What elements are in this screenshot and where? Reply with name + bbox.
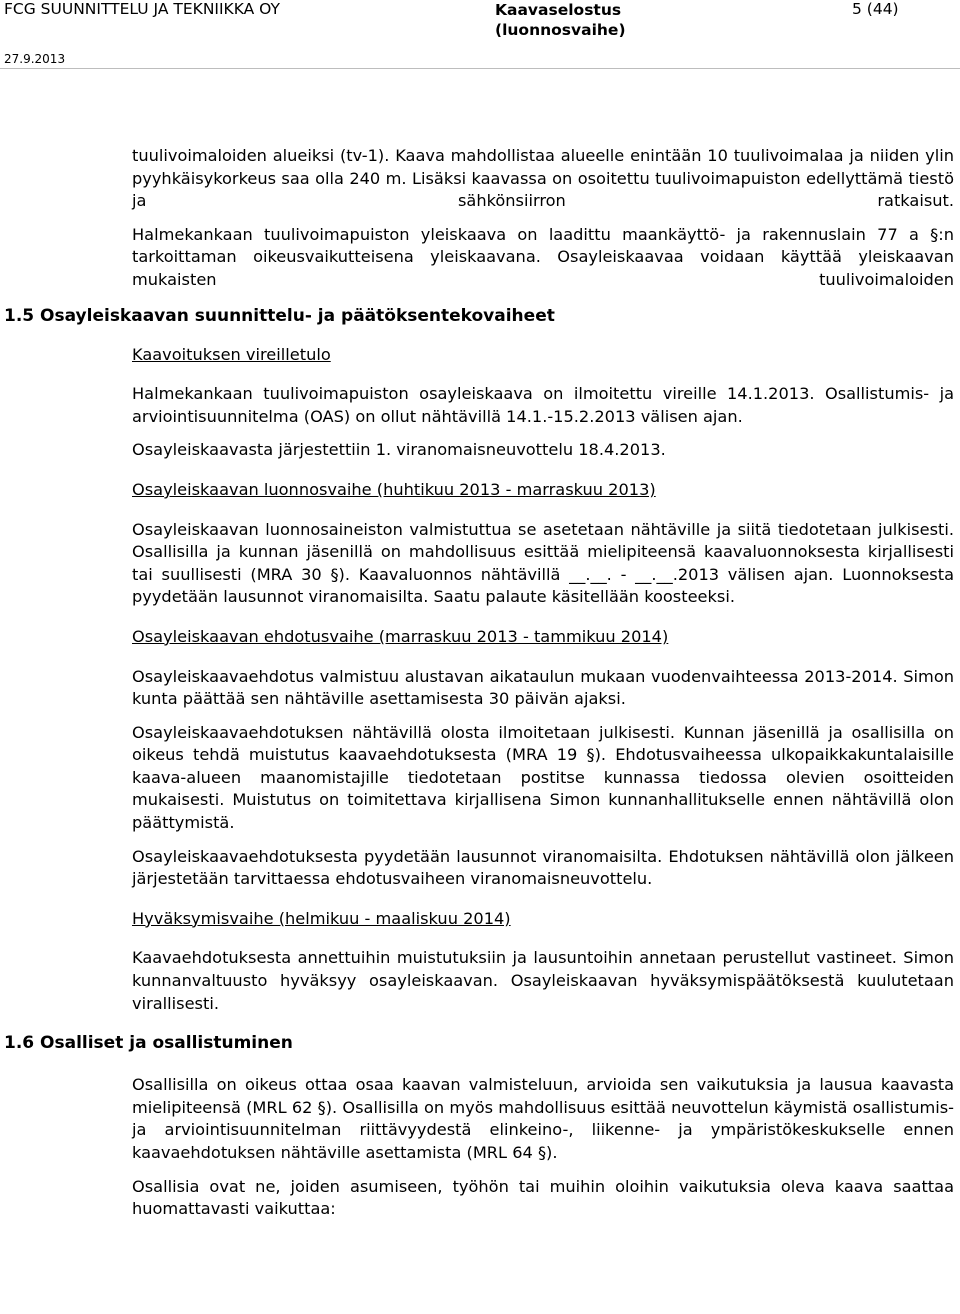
paragraph: Osallisilla on oikeus ottaa osaa kaavan valmisteluun, arvioida sen vaikutuksia ja lausua kaavasta mielipiteensä (MRL 62 §). Osallisilla on myös mahdollisuus esittää neuvottelun käymistä osallistumis- ja arviointisuunnitelman riittävyydestä elinkeino-, liikenne- ja ympäristökeskukselle ennen kaavaehdotuksen nähtäville asettamista (MRL 64 §). xyxy=(132,1075,954,1162)
paragraph: Osayleiskaavan luonnosaineiston valmistuttua se asetetaan nähtäville ja siitä tiedotetaan julkisesti. Osallisilla ja kunnan jäsenillä on mahdollisuus esittää mielipiteensä kaavaluonnoksesta kirjallisesti tai suullisesti (MRA 30 §). Kaavaluonnos nähtävillä __.__. - __.__.2013 välisen ajan. Luonnoksesta pyydetään lausunnot viranomaisilta. Saatu palaute käsitellään koosteeksi. xyxy=(132,519,954,607)
organization-name: FCG SUUNNITTELU JA TEKNIIKKA OY xyxy=(4,0,280,18)
paragraph: Kaavaehdotuksesta annettuihin muistutuksiin ja lausuntoihin annetaan perustellut vastineet. Simon kunnanvaltuusto hyväksyy osayleiskaavan. Osayleiskaavan hyväksymispäätöksestä kuulutetaan virallisesti. xyxy=(132,948,954,1013)
document-date: 27.9.2013 xyxy=(4,52,66,66)
paragraph: Halmekankaan tuulivoimapuiston osayleiskaava on ilmoitettu vireille 14.1.2013. Osallistumis- ja arviointisuunnitelma (OAS) on ollut nähtävillä 14.1.-15.2.2013 välisen ajan. xyxy=(132,384,954,426)
page-header xyxy=(0,0,960,70)
document-title-phase: (luonnosvaihe) xyxy=(495,21,626,39)
section-heading-1-6: 1.6 Osalliset ja osallistuminen xyxy=(4,1033,293,1054)
paragraph: Osayleiskaavaehdotus valmistuu alustavan aikataulun mukaan vuodenvaihteessa 2013-2014. Simon kunta päättää sen nähtäville asettamisesta 30 päivän ajaksi. xyxy=(132,666,954,709)
paragraph: Osayleiskaavaehdotuksesta pyydetään lausunnot viranomaisilta. Ehdotuksen nähtävillä olon jälkeen järjestetään tarvittaessa ehdotusvaiheen viranomaisneuvottelu. xyxy=(132,846,954,889)
paragraph: Osallisia ovat ne, joiden asumiseen, työhön tai muihin oloihin vaikutuksia oleva kaava saattaa huomattavasti vaikuttaa: xyxy=(132,1176,954,1219)
document-title xyxy=(495,0,626,40)
page-number: 5 (44) xyxy=(852,0,899,18)
document-body xyxy=(4,145,954,1221)
subheading: Hyväksymisvaihe (helmikuu - maaliskuu 2014) xyxy=(132,908,511,928)
paragraph: Halmekankaan tuulivoimapuiston yleiskaava on laadittu maankäyttö- ja rakennuslain 77 a §:n tarkoittaman oikeusvaikutteisena yleiskaavana. Osayleiskaavaa voidaan käyttää yleiskaavan mukaisten tuulivoimaloiden xyxy=(132,224,954,289)
subheading: Osayleiskaavan ehdotusvaihe (marraskuu 2013 - tammikuu 2014) xyxy=(132,626,669,646)
header-divider xyxy=(0,68,960,69)
paragraph: Osayleiskaavaehdotuksen nähtävillä olosta ilmoitetaan julkisesti. Kunnan jäsenillä ja osallisilla on oikeus tehdä muistutus kaavaehdotuksesta (MRA 19 §). Ehdotusvaiheessa ulkopaikkakuntalaisille kaava-alueen maanomistajille tiedotetaan postitse kunnassa tiedossa olevien osoitteiden mukaisesti. Muistutus on toimitettava kirjallisena Simon kunnanhallitukselle ennen nähtävillä olon päättymistä. xyxy=(132,722,954,833)
subheading: Osayleiskaavan luonnosvaihe (huhtikuu 2013 - marraskuu 2013) xyxy=(132,479,656,499)
subheading: Kaavoituksen vireilletulo xyxy=(132,344,331,364)
paragraph: Osayleiskaavasta järjestettiin 1. viranomaisneuvottelu 18.4.2013. xyxy=(132,440,666,460)
section-heading-1-5: 1.5 Osayleiskaavan suunnittelu- ja päätöksentekovaiheet xyxy=(4,305,555,326)
document-title-main: Kaavaselostus xyxy=(495,1,622,19)
paragraph: tuulivoimaloiden alueiksi (tv-1). Kaava mahdollistaa alueelle enintään 10 tuulivoimalaa ja niiden ylin pyyhkäisykorkeus saa olla 240 m. Lisäksi kaavassa on osoitettu tuulivoimapuiston edellyttämä tiestö ja sähkönsiirron ratkaisut. xyxy=(132,146,954,211)
